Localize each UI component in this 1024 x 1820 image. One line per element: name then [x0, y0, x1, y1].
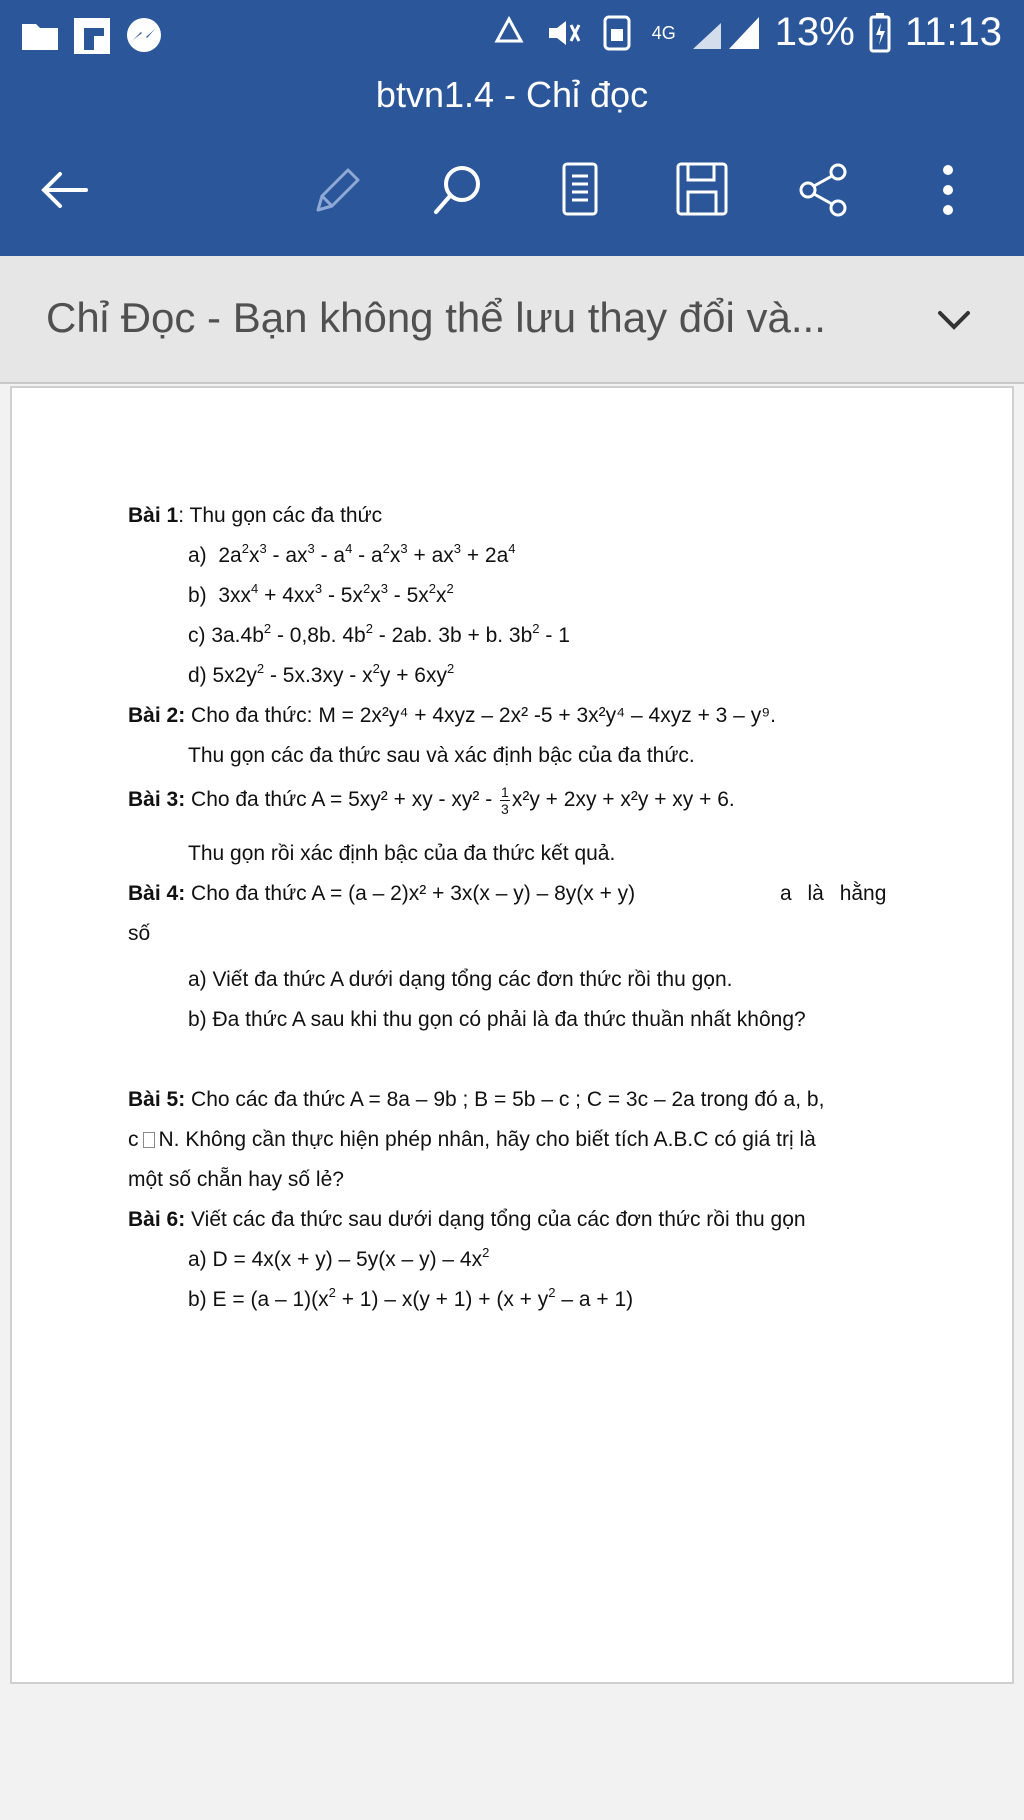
exercise-4a: a) Viết đa thức A dưới dạng tổng các đơn thức rồi thu gọn. — [188, 968, 733, 991]
save-icon — [672, 160, 732, 220]
exercise-1b: b) $3xx^4 + 4xx^3 - 5x^2x^3 - 5x^2x^2$ — [188, 581, 454, 607]
exercise-3-instruction: Thu gọn rồi xác định bậc của đa thức kết quả. — [188, 842, 616, 865]
exercise-1d: d) $5x2y^2 - 5x.3xy - x^2y + 6xy^2$ — [188, 661, 455, 687]
exercise-2-heading: Bài 2: Cho đa thức: M = 2x²y⁴ + 4xyz – 2x² -5 + 3x²y⁴ – 4xyz + 3 – y⁹. — [128, 704, 777, 727]
clock: 11:13 — [904, 10, 1002, 54]
exercise-4-heading: Bài 4: Cho đa thức A = (a – 2)x² + 3x(x – y) – 8y(x + y) — [128, 882, 636, 905]
reading-view-icon — [550, 160, 610, 220]
document-title: btvn1.4 - Chỉ đọc — [375, 74, 649, 115]
edit-button[interactable] — [296, 150, 376, 230]
save-button[interactable] — [662, 150, 742, 230]
exercise-1a: a) $2a^2x^3 - ax^3 - a^4 - a^2x^3 + ax^3 + 2a^4$ — [188, 541, 516, 567]
chevron-down-icon — [934, 305, 974, 335]
mute-icon — [543, 13, 583, 53]
app-header — [0, 0, 1024, 256]
folder-icon — [20, 16, 60, 56]
exercise-4-heading-tail: a là hằng — [780, 882, 887, 905]
battery-icon — [869, 13, 891, 53]
fraction-one-third: $\frac{1}{3}$ — [501, 784, 509, 817]
exercise-6b: b) $E = (a - 1)(x^2 + 1) - x(y + 1) + (x + y^2 - a + 1)$ — [188, 1285, 634, 1311]
more-vertical-icon — [928, 160, 968, 220]
battery-percent: 13% — [774, 10, 855, 54]
more-options-button[interactable] — [908, 150, 988, 230]
status-bar — [0, 0, 1024, 72]
search-button[interactable] — [418, 150, 498, 230]
missing-glyph-box — [143, 1132, 155, 1148]
messenger-icon — [124, 16, 164, 56]
search-icon — [428, 160, 488, 220]
banner-message: Chỉ Đọc - Bạn không thể lưu thay đổi và... — [46, 294, 826, 341]
exercise-4b: b) Đa thức A sau khi thu gọn có phải là đa thức thuần nhất không? — [188, 1008, 806, 1031]
read-only-banner[interactable] — [0, 256, 1024, 384]
exercise-3-heading: Bài 3: Cho đa thức A = 5xy² + xy - xy² - $\frac{1}{3}$ x²y + 2xy + x²y + xy + 6. — [128, 784, 735, 817]
exercise-4-heading-wrap: số — [128, 922, 151, 945]
below-page-area — [0, 1686, 1024, 1820]
expand-banner-button[interactable] — [924, 290, 984, 350]
reading-view-button[interactable] — [540, 150, 620, 230]
recycle-icon — [489, 13, 529, 53]
exercise-5-heading: Bài 5: Cho các đa thức A = 8a – 9b ; B = 5b – c ; C = 3c – 2a trong đó a, b, — [128, 1088, 825, 1111]
exercise-6a: a) $D = 4x(x + y) - 5y(x - y) - 4x^2$ — [188, 1245, 490, 1271]
network-type: 4G — [651, 22, 676, 43]
exercise-2-instruction: Thu gọn các đa thức sau và xác định bậc của đa thức. — [188, 744, 695, 767]
exercise-6-heading: Bài 6: Viết các đa thức sau dưới dạng tổng của các đơn thức rồi thu gọn — [128, 1208, 806, 1231]
signal-icon — [691, 13, 761, 53]
back-button[interactable] — [24, 150, 104, 230]
pencil-icon — [306, 160, 366, 220]
share-button[interactable] — [784, 150, 864, 230]
exercise-5-line3: một số chẵn hay số lẻ? — [128, 1168, 344, 1191]
exercise-1-heading: Bài 1: Thu gọn các đa thức — [128, 504, 383, 527]
document-page[interactable] — [10, 386, 1014, 1684]
share-icon — [794, 160, 854, 220]
exercise-1c: c) $3a.4b^2 - 0,8b$. $4b^2 - 2ab$. 3b + b. $3b^2 - 1$ — [188, 621, 570, 647]
flipboard-icon — [72, 16, 112, 56]
exercise-5-line2: c N. Không cần thực hiện phép nhân, hãy cho biết tích A.B.C có giá trị là — [128, 1128, 816, 1151]
sim-icon — [597, 13, 637, 53]
back-arrow-icon — [34, 160, 94, 220]
toolbar — [0, 150, 1024, 230]
document-content — [12, 388, 1012, 1682]
